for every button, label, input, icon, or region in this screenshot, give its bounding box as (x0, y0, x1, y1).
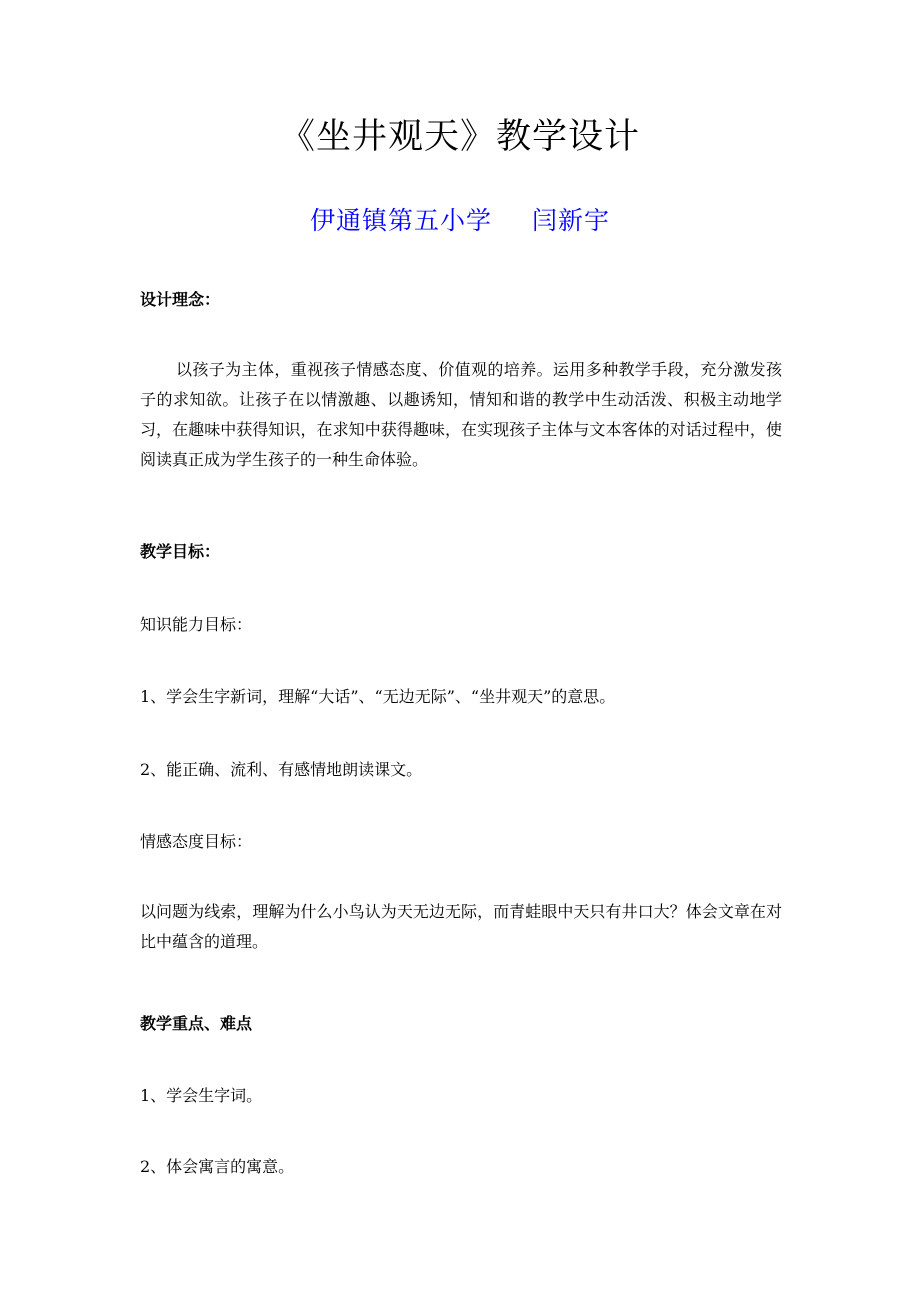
author-school: 伊通镇第五小学 (309, 206, 492, 235)
knowledge-item-2: 2、能正确、流利、有感情地朗读课文。 (140, 760, 423, 779)
author-name: 闫新宇 (532, 206, 611, 235)
concept-paragraph: 以孩子为主体，重视孩子情感态度、价值观的培养。运用多种教学手段，充分激发孩子的求知欲。让孩子在以情激趣、以趣诱知，情知和谐的教学中生动活泼、积极主动地学习，在趣味中获得知识，在求知中获得趣味，在实现孩子主体与文本客体的对话过程中，使阅读真正成为学生孩子的一种生命体验。 (140, 360, 782, 469)
knowledge-heading: 知识能力目标： (140, 615, 253, 634)
author-line (0, 202, 920, 240)
concept-heading: 设计理念： (140, 290, 221, 309)
key-item-1: 1、学会生字词。 (140, 1086, 263, 1105)
key-points-heading: 教学重点、难点 (140, 1014, 253, 1033)
knowledge-item-1: 1、学会生字新词，理解“大话”、“无边无际”、“坐井观天”的意思。 (140, 687, 616, 706)
key-item-2: 2、体会寓言的寓意。 (140, 1157, 295, 1176)
emotion-heading: 情感态度目标： (140, 832, 253, 851)
emotion-paragraph: 以问题为线索，理解为什么小鸟认为天无边无际，而青蛙眼中天只有井口大？体会文章在对比中蕴含的道理。 (140, 902, 782, 951)
goals-heading: 教学目标： (140, 542, 221, 561)
document-title: 《坐井观天》教学设计 (279, 117, 640, 157)
